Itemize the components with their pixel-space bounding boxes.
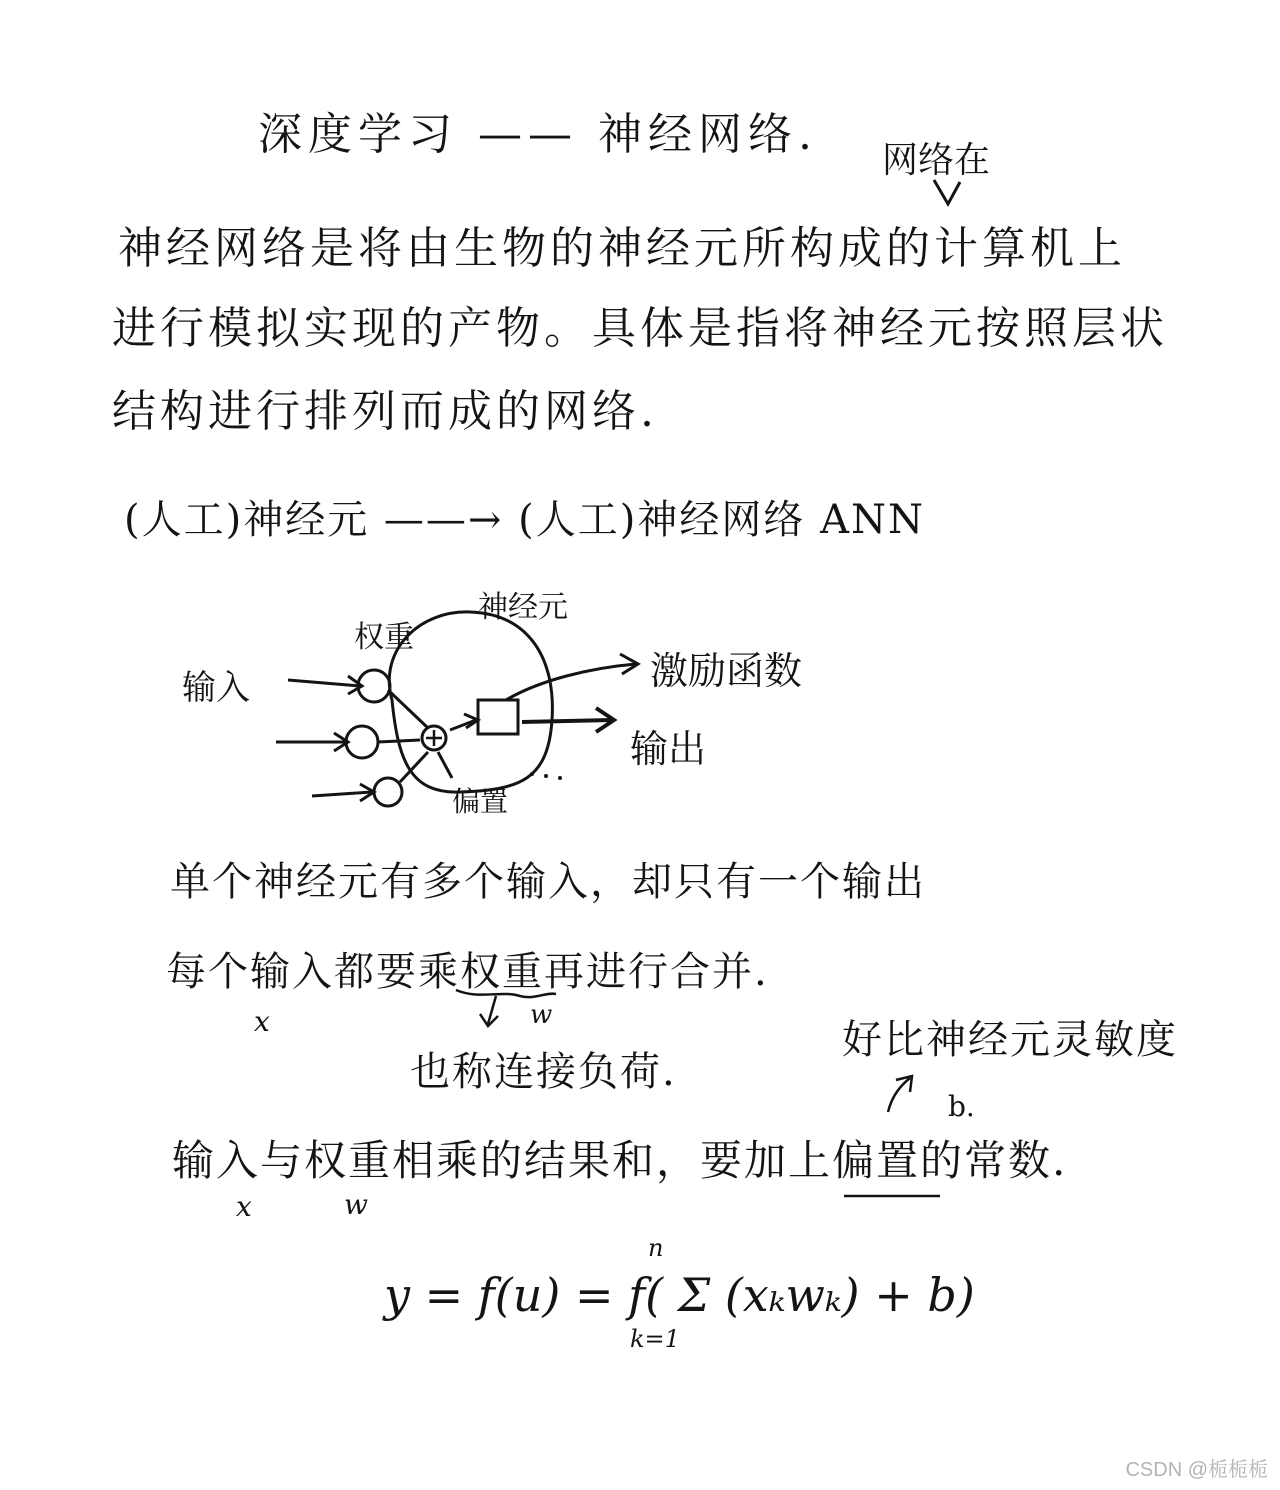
definition-line-3: 结构进行排列而成的网络. <box>112 386 658 437</box>
activation-arrow <box>506 664 636 700</box>
note-w-mark-2: w <box>344 1188 368 1221</box>
diagram-output-label: 输出 <box>630 727 707 771</box>
diagram-bias-label: 偏置 <box>452 785 509 818</box>
ann-relation-line: (人工)神经元 ——→ (人工)神经网络 ANN <box>124 497 925 543</box>
input-arrow-3 <box>312 792 372 796</box>
note-also-called: 也称连接负荷. <box>410 1049 677 1095</box>
input-arrow-1 <box>288 680 360 686</box>
note-x-mark: x <box>254 1005 270 1038</box>
sum-lower-limit: k=1 <box>630 1325 680 1353</box>
definition-line-2: 进行模拟实现的产物。具体是指将神经元按照层状 <box>112 303 1168 354</box>
diagram-activation-label: 激励函数 <box>650 649 803 693</box>
weight-node-2 <box>346 726 378 758</box>
diagram-input-label: 输入 <box>182 668 250 708</box>
note-title: 深度学习 —— 神经网络. <box>258 109 818 160</box>
sum-upper-limit: n <box>648 1234 664 1262</box>
note-b-mark: b. <box>948 1090 975 1123</box>
neuron-formula: y = f(u) = f( Σ (xₖwₖ) + b) <box>384 1268 975 1322</box>
note-sensitivity: 好比神经元灵敏度 <box>842 1017 1178 1063</box>
activation-box <box>478 700 518 734</box>
weight-node-3 <box>374 778 402 806</box>
definition-line-1: 神经网络是将由生物的神经元所构成的计算机上 <box>118 223 1126 274</box>
note-sum-bias: 输入与权重相乘的结果和，要加上偏置的常数. <box>172 1136 1068 1185</box>
insertion-note: 网络在 <box>882 140 991 181</box>
note-x-mark-2: x <box>236 1190 252 1223</box>
note-w-mark: w <box>530 1000 553 1030</box>
note-multiply-weights: 每个输入都要乘权重再进行合并. <box>166 949 769 995</box>
diagram-weight-label: 权重 <box>354 620 414 655</box>
csdn-watermark: CSDN @栀栀栀 <box>1125 1459 1268 1481</box>
insertion-caret <box>934 180 960 204</box>
sensitivity-arrow <box>888 1078 910 1112</box>
output-arrow <box>522 720 612 722</box>
diagram-neuron-label: 神经元 <box>478 590 568 625</box>
note-single-neuron: 单个神经元有多个输入，却只有一个输出 <box>170 859 926 905</box>
bias-connector <box>438 752 452 778</box>
